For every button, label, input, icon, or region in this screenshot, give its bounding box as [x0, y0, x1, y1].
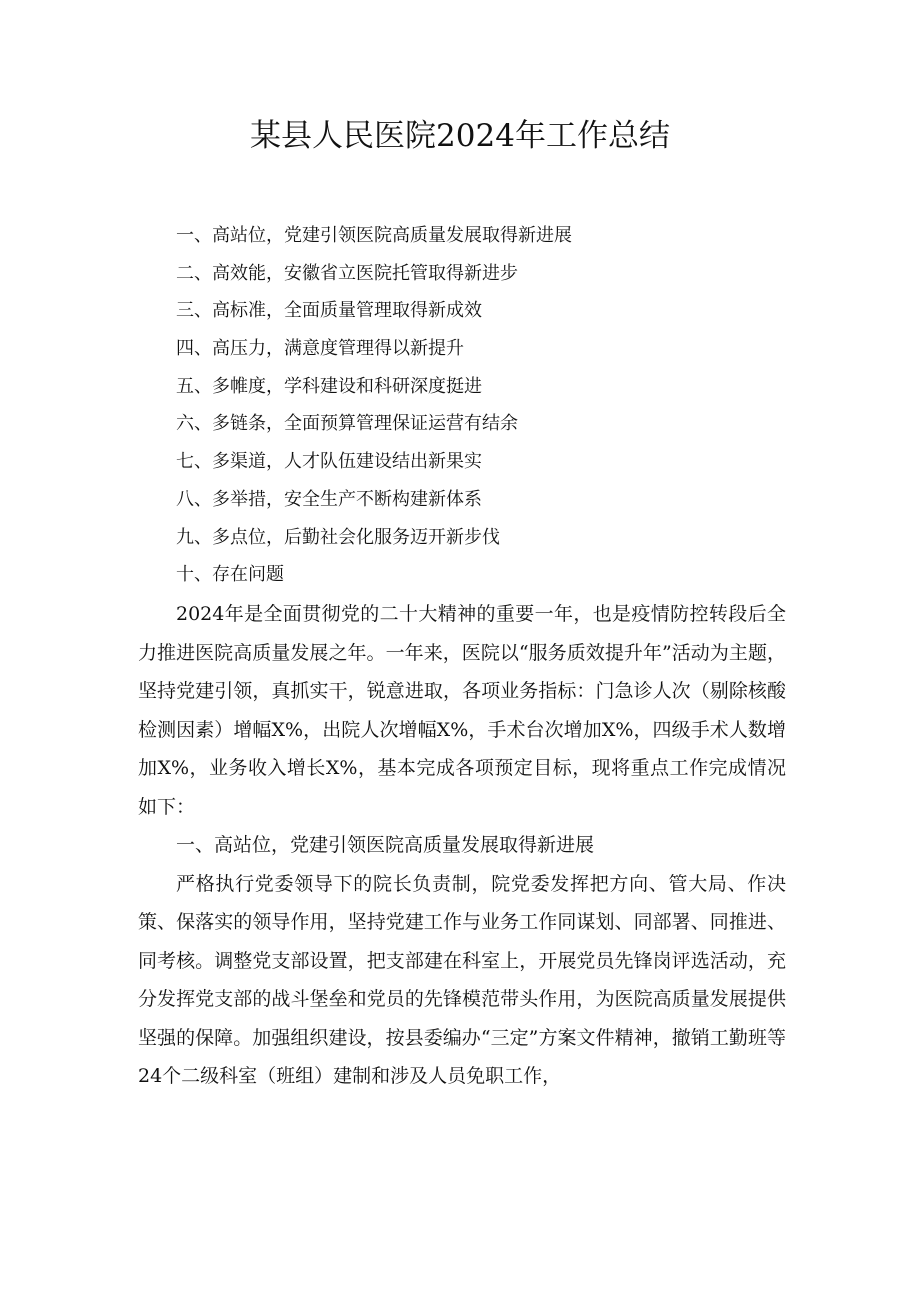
intro-paragraph: 2024年是全面贯彻党的二十大精神的重要一年，也是疫情防控转段后全力推进医院高质量发展之年。一年来，医院以“服务质效提升年”活动为主题，坚持党建引领，真抓实干，锐意进取，各项业务指标：门急诊人次（剔除核酸检测因素）增幅X%，出院人次增幅X%，手术台次增加X%，四级手术人数增加X%，业务收入增长X%，基本完成各项预定目标，现将重点工作完成情况如下：	[138, 603, 786, 818]
toc-item: 五、多帷度，学科建设和科研深度挺进	[176, 375, 482, 397]
toc-item: 六、多链条，全面预算管理保证运营有结余	[176, 413, 518, 435]
toc-item: 九、多点位，后勤社会化服务迈开新步伐	[176, 526, 500, 548]
toc-item: 七、多渠道，人才队伍建设结出新果实	[176, 451, 482, 473]
document-body	[138, 595, 786, 1096]
toc-item: 八、多举措，安全生产不断构建新体系	[176, 488, 482, 510]
section-paragraph: 严格执行党委领导下的院长负责制，院党委发挥把方向、管大局、作决策、保落实的领导作用，坚持党建工作与业务工作同谋划、同部署、同推进、同考核。调整党支部设置，把支部建在科室上，开展党员先锋岗评选活动，充分发挥党支部的战斗堡垒和党员的先锋模范带头作用，为医院高质量发展提供坚强的保障。加强组织建设，按县委编办“三定”方案文件精神，撤销工勤班等24个二级科室（班组）建制和涉及人员免职工作，	[138, 872, 786, 1087]
toc-item: 三、高标准，全面质量管理取得新成效	[176, 300, 482, 322]
section-heading: 一、高站位，党建引领医院高质量发展取得新进展	[176, 834, 595, 856]
document-title: 某县人民医院2024年工作总结	[250, 118, 670, 154]
toc-item: 二、高效能，安徽省立医院托管取得新进步	[176, 262, 518, 284]
toc-item: 十、存在问题	[176, 564, 284, 586]
table-of-contents	[176, 217, 572, 594]
toc-item: 一、高站位，党建引领医院高质量发展取得新进展	[176, 225, 572, 246]
toc-item: 四、高压力，满意度管理得以新提升	[176, 338, 464, 360]
